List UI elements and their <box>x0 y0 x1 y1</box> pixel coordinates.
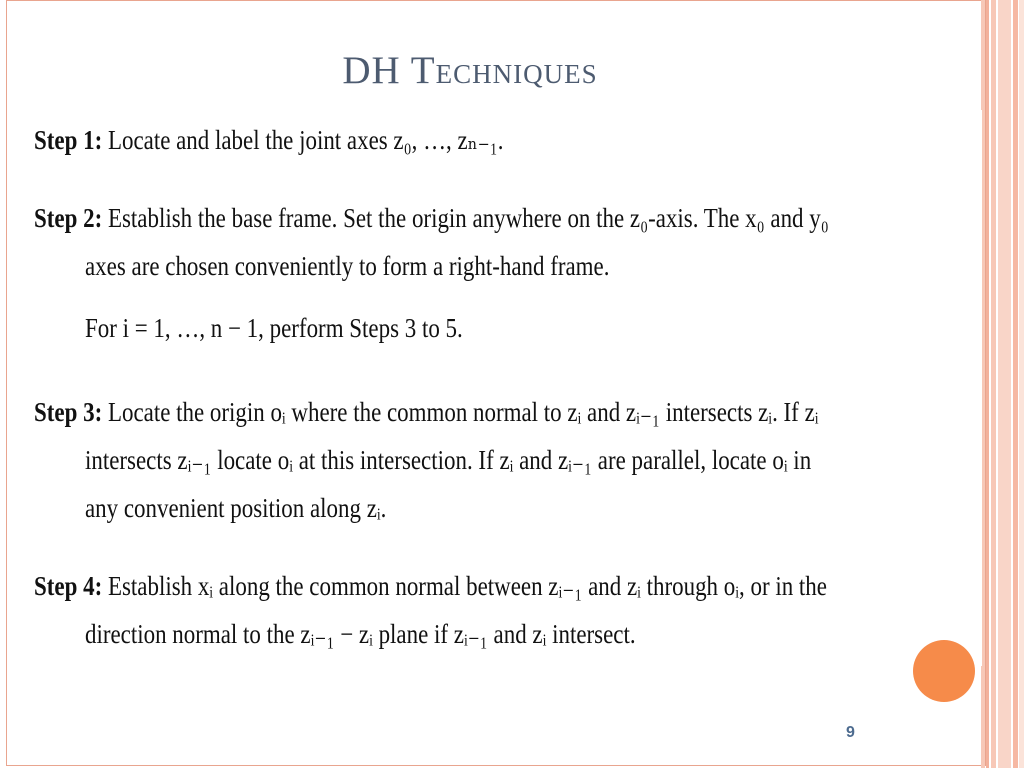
decorative-stripe <box>1013 0 1018 768</box>
page-number: 9 <box>846 724 855 741</box>
step-1-text: Locate and label the joint axes z₀, …, zₙ₋₁. <box>107 125 504 155</box>
step-2-line-1 <box>34 194 836 242</box>
decorative-stripe <box>991 0 996 768</box>
slide-title: DH Techniques <box>342 49 598 92</box>
decorative-stripe <box>998 0 1011 768</box>
step-4-line-1 <box>34 562 836 610</box>
step-2-line-3: For i = 1, …, n − 1, perform Steps 3 to 5. <box>85 313 463 343</box>
decorative-stripe <box>986 0 989 768</box>
step-4-line-2: direction normal to the zᵢ₋₁ − zᵢ plane if zᵢ₋₁ and zᵢ intersect. <box>85 619 636 649</box>
step-1-line-1 <box>34 116 836 164</box>
step-1 <box>34 116 978 164</box>
step-3-label: Step 3: <box>34 397 103 427</box>
step-4-label: Step 4: <box>34 571 103 601</box>
step-3-text-line-1: Locate the origin oᵢ where the common normal to zᵢ and zᵢ₋₁ intersects zᵢ. If zᵢ <box>107 397 819 427</box>
step-2-text-line-1: Establish the base frame. Set the origin anywhere on the z₀-axis. The x₀ and y₀ <box>107 203 829 233</box>
step-2-line-2: axes are chosen conveniently to form a right-hand frame. <box>85 251 610 281</box>
step-3-line-3: any convenient position along zᵢ. <box>85 493 387 523</box>
step-3 <box>34 388 978 532</box>
step-2 <box>34 194 978 352</box>
step-1-label: Step 1: <box>34 125 103 155</box>
orange-circle-decoration <box>913 640 975 702</box>
step-4-text-line-1: Establish xᵢ along the common normal between zᵢ₋₁ and zᵢ through oᵢ, or in the <box>107 571 827 601</box>
steps-content <box>34 110 982 666</box>
step-3-line-1 <box>34 388 836 436</box>
step-4 <box>34 562 978 658</box>
decorative-stripe <box>1019 0 1024 768</box>
step-2-label: Step 2: <box>34 203 103 233</box>
step-3-line-2: intersects zᵢ₋₁ locate oᵢ at this intersection. If zᵢ and zᵢ₋₁ are parallel, locate oᵢ in <box>85 445 812 475</box>
